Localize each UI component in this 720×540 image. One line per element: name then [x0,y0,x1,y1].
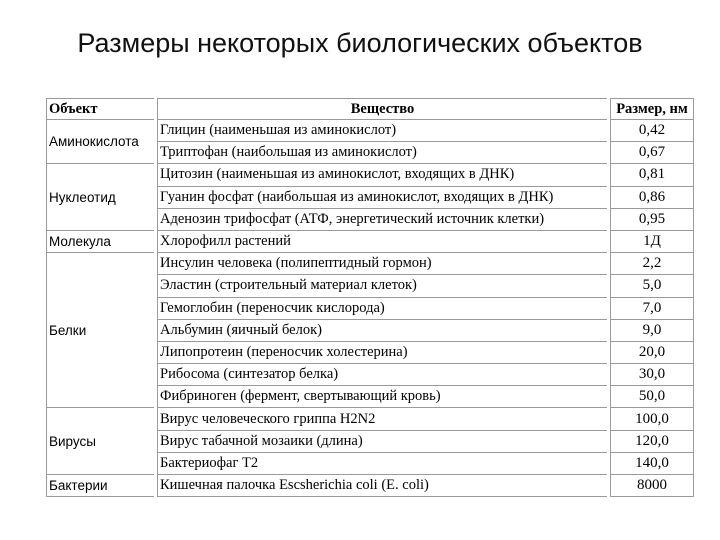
table-row [46,120,694,142]
substance-cell: Кишечная палочка Escsherichia coli (E. coli) [157,475,607,497]
size-cell: 120,0 [610,431,694,453]
table-body [46,120,694,497]
table-row [46,253,694,275]
table-row [46,231,694,253]
size-cell: 0,67 [610,142,694,164]
header-object: Объект [46,98,154,120]
size-cell: 0,81 [610,164,694,186]
substance-cell: Бактериофаг Т2 [157,453,607,475]
size-cell: 1Д [610,231,694,253]
size-cell: 50,0 [610,386,694,408]
substance-cell: Инсулин человека (полипептидный гормон) [157,253,607,275]
substance-cell: Вирус табачной мозаики (длина) [157,431,607,453]
object-cell: Молекула [46,231,154,253]
size-cell: 5,0 [610,275,694,297]
bio-sizes-table [43,98,697,497]
substance-cell: Фибриноген (фермент, свертывающий кровь) [157,386,607,408]
substance-cell: Глицин (наименьшая из аминокислот) [157,120,607,142]
header-substance: Вещество [157,98,607,120]
size-cell: 140,0 [610,453,694,475]
object-cell: Вирусы [46,408,154,475]
size-cell: 8000 [610,475,694,497]
size-cell: 9,0 [610,320,694,342]
substance-cell: Аденозин трифосфат (АТФ, энергетический источник клетки) [157,209,607,231]
table-header-row [46,98,694,120]
substance-cell: Альбумин (яичный белок) [157,320,607,342]
table-row [46,475,694,497]
object-cell: Белки [46,253,154,408]
object-cell: Нуклеотид [46,164,154,231]
size-cell: 2,2 [610,253,694,275]
substance-cell: Эластин (строительный материал клеток) [157,275,607,297]
substance-cell: Гуанин фосфат (наибольшая из аминокислот, входящих в ДНК) [157,187,607,209]
size-cell: 0,42 [610,120,694,142]
substance-cell: Гемоглобин (переносчик кислорода) [157,298,607,320]
substance-cell: Хлорофилл растений [157,231,607,253]
substance-cell: Вирус человеческого гриппа H2N2 [157,408,607,430]
object-cell: Аминокислота [46,120,154,164]
size-cell: 100,0 [610,408,694,430]
substance-cell: Липопротеин (переносчик холестерина) [157,342,607,364]
size-cell: 0,95 [610,209,694,231]
header-size: Размер, нм [610,98,694,120]
table-row [46,164,694,186]
size-cell: 20,0 [610,342,694,364]
substance-cell: Цитозин (наименьшая из аминокислот, входящих в ДНК) [157,164,607,186]
size-cell: 30,0 [610,364,694,386]
substance-cell: Рибосома (синтезатор белка) [157,364,607,386]
object-cell: Бактерии [46,475,154,497]
table-row [46,408,694,430]
size-cell: 7,0 [610,298,694,320]
size-cell: 0,86 [610,187,694,209]
substance-cell: Триптофан (наибольшая из аминокислот) [157,142,607,164]
page-title: Размеры некоторых биологических объектов [77,28,643,58]
